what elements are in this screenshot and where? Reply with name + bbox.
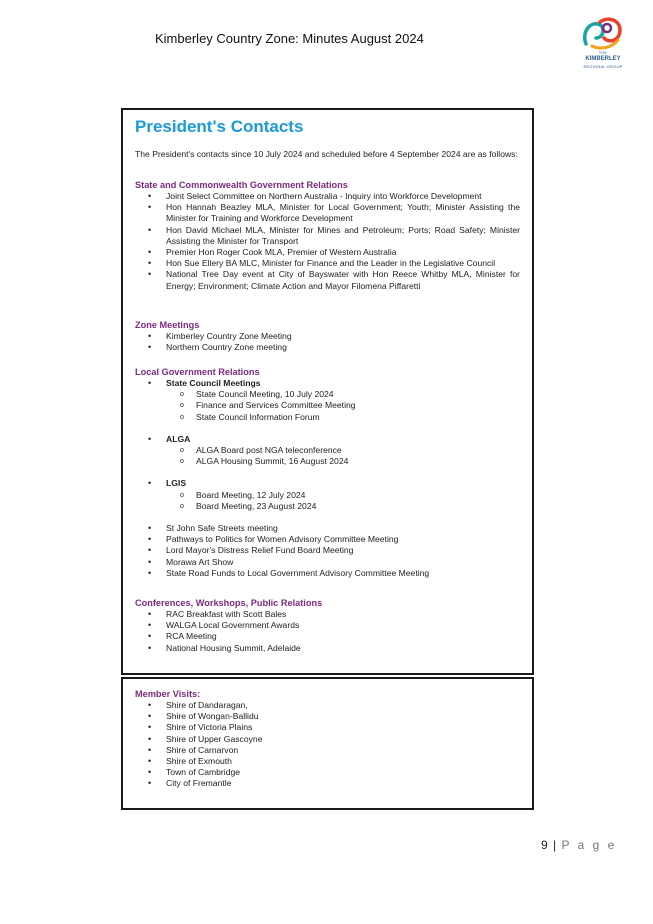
list-item: • Shire of Upper Gascoyne [135,734,520,745]
group-label: State Council Meetings [166,378,261,388]
sub-list-item: o State Council Meeting, 10 July 2024 [135,389,520,400]
list-item: • City of Fremantle [135,778,520,789]
list-item: • Hon Sue Ellery BA MLC, Minister for Finance and the Leader in the Legislative Council [135,258,520,269]
sub-list-item: o State Council Information Forum [135,412,520,423]
list-item-alga [135,434,520,445]
group-label: ALGA [166,433,191,444]
intro-text: The President's contacts since 10 July 2024 and scheduled before 4 September 2024 are as follows: [135,149,518,159]
list-item: • Premier Hon Roger Cook MLA, Premier of Western Australia [135,247,520,258]
page-label: P a g e [561,838,617,852]
logo-swirl-icon [578,14,626,54]
list-item: • Hon David Michael MLA, Minister for Mines and Petroleum; Ports; Road Safety; Minister Assisting the Minister for Transport [135,225,520,247]
list-item: • Hon Hannah Beazley MLA, Minister for Local Government; Youth; Minister Assisting the Minister for Training and Workforce Development [135,202,520,224]
list-item: • Joint Select Committee on Northern Australia - Inquiry into Workforce Development [135,191,520,202]
list-item-state-council [135,378,520,389]
logo-text-line2: REGIONAL GROUP [583,64,623,69]
section-title-conferences: Conferences, Workshops, Public Relations [135,598,323,608]
logo-text-tiny: THE [598,50,608,55]
list-item: • Shire of Dandaragan, [135,700,520,711]
group-label: LGIS [166,478,187,489]
sub-list-item: o Board Meeting, 23 August 2024 [135,501,520,512]
list-item: • Northern Country Zone meeting [135,342,520,353]
list-item: • RAC Breakfast with Scott Bales [135,609,520,620]
section-title-member-visits: Member Visits: [135,689,201,699]
list-item: • Lord Mayor's Distress Relief Fund Board Meeting [135,545,520,556]
member-visits-box [121,677,534,810]
list-item: • WALGA Local Government Awards [135,620,520,631]
page-heading: President's Contacts [135,117,304,136]
logo-text [576,49,630,70]
list-item: • Shire of Wongan-Ballidu [135,711,520,722]
list-item: • Town of Cambridge [135,767,520,778]
kimberley-logo [578,14,626,80]
list-item: • Morawa Art Show [135,557,520,568]
list-item: • Shire of Carnarvon [135,745,520,756]
list-item: • National Tree Day event at City of Bayswater with Hon Reece Whitby MLA, Minister for Energy; Environment; Climate Action and Mayor Filomena Piffaretti [135,269,520,291]
sub-list-item: o ALGA Housing Summit, 16 August 2024 [135,456,520,467]
page-header-title: Kimberley Country Zone: Minutes August 2024 [155,31,424,46]
list-item-lgis [135,478,520,489]
list-item: • Pathways to Politics for Women Advisory Committee Meeting [135,534,520,545]
sub-list-item: o ALGA Board post NGA teleconference [135,445,520,456]
list-item: • Shire of Victoria Plains [135,722,520,733]
section-title-zone-meetings: Zone Meetings [135,320,200,330]
sub-list-item: o Finance and Services Committee Meeting [135,400,520,411]
list-item: • Kimberley Country Zone Meeting [135,331,520,342]
list-item: • State Road Funds to Local Government Advisory Committee Meeting [135,568,520,579]
section-title-local-government: Local Government Relations [135,367,260,377]
sub-list-item: o Board Meeting, 12 July 2024 [135,490,520,501]
list-item: • Shire of Exmouth [135,756,520,767]
list-item: • RCA Meeting [135,631,520,642]
logo-text-line1: KIMBERLEY [585,56,621,62]
section-title-state-commonwealth: State and Commonwealth Government Relations [135,180,348,190]
list-item: • National Housing Summit, Adelaide [135,643,520,654]
presidents-contacts-box [121,108,534,675]
footer-separator: | [553,838,558,852]
list-item: • St John Safe Streets meeting [135,523,520,534]
page-number: 9 [541,838,549,852]
page-footer [541,838,617,852]
